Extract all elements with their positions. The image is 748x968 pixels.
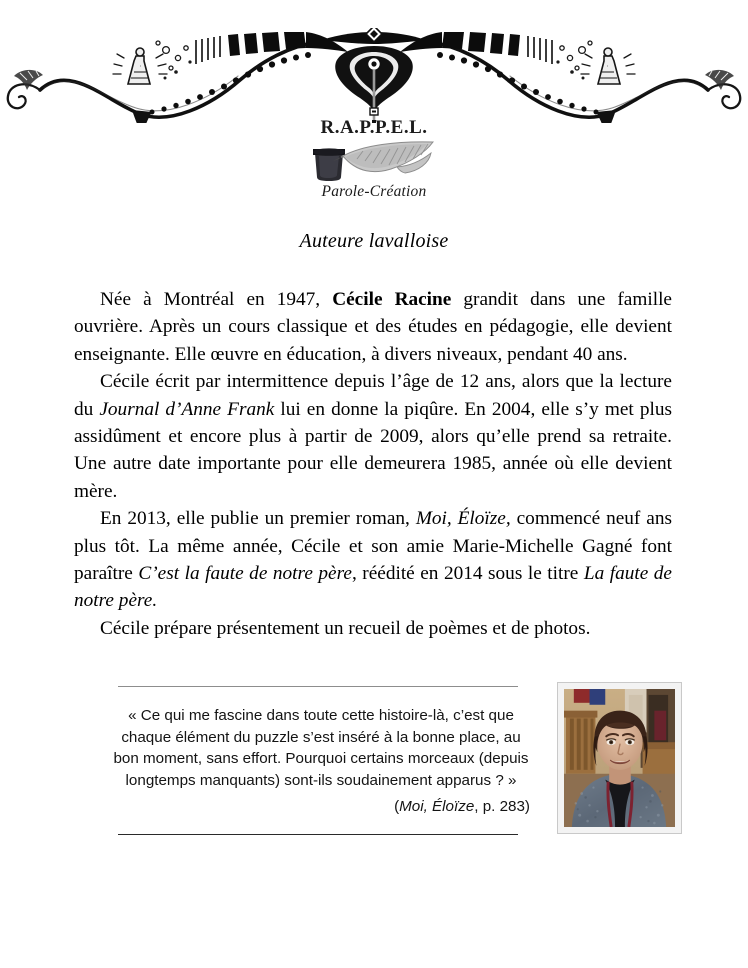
paragraph-3 [74, 505, 672, 615]
quote-attribution [112, 796, 530, 818]
organization-logo-block [0, 118, 748, 201]
text-run: Cécile Racine [332, 289, 452, 310]
organization-tagline: Parole-Création [321, 182, 427, 200]
author-portrait [564, 689, 675, 827]
quote-attribution-prefix: ( [394, 798, 400, 815]
text-run: En 2013, elle publie un premier roman, [100, 508, 416, 530]
quote-attribution-source: Moi, Éloïze [399, 798, 475, 815]
article-body [74, 286, 672, 642]
paragraph-1 [74, 286, 672, 368]
text-run: Cécile prépare présentement un recueil de poèmes et de photos. [100, 617, 591, 639]
paragraph-2 [74, 368, 672, 505]
page-title: Auteure lavalloise [299, 230, 449, 252]
quill-pen-inkwell-icon [305, 139, 443, 183]
text-run: La faute de notre père. [74, 563, 672, 612]
text-run: Née à Montréal en 1947, [100, 289, 333, 310]
text-run: , réédité en 2014 sous le titre [351, 563, 584, 585]
text-run: Moi, Éloïze, [415, 508, 511, 530]
decorative-flourish-ornament [0, 28, 748, 123]
text-run: commencé neuf ans plus tôt. La même année, Cécile et son amie Marie-Michelle Gagné font paraître [74, 508, 672, 585]
text-run: Cécile écrit par intermittence depuis l’âge de 12 ans, alors que la lecture du [74, 371, 672, 420]
quote-rule-bottom [118, 834, 518, 835]
quote-attribution-suffix: , p. 283) [474, 798, 530, 815]
quote-text: « Ce qui me fascine dans toute cette histoire-là, c’est que chaque élément du puzzle s’est inséré à la bonne place, au bon moment, sans effort. Pourquoi certains morceaux (depuis longtemps manquants) sont-ils soudainement apparus ? » [113, 707, 529, 789]
text-run: C’est la faute de notre père [138, 563, 352, 585]
paragraph-4 [74, 615, 672, 642]
text-run: lui en donne la piqûre. En 2004, elle s’y met plus assidûment et encore plus à partir de 2009, alors qu’elle prend sa retraite. Une autre date importante pour elle demeurera 1985, année où elle devient mère. [74, 398, 672, 502]
text-run: grandit dans une famille ouvrière. Après un cours classique et des études en pédagogie, elle devient enseignante. Elle œuvre en éducation, à divers niveaux, pendant 40 ans. [74, 289, 672, 365]
quote-rule-top [118, 686, 518, 687]
organization-name: R.A.P.P.E.L. [320, 117, 428, 138]
author-photo-frame [557, 682, 682, 834]
text-run: Journal d’Anne Frank [99, 398, 275, 420]
